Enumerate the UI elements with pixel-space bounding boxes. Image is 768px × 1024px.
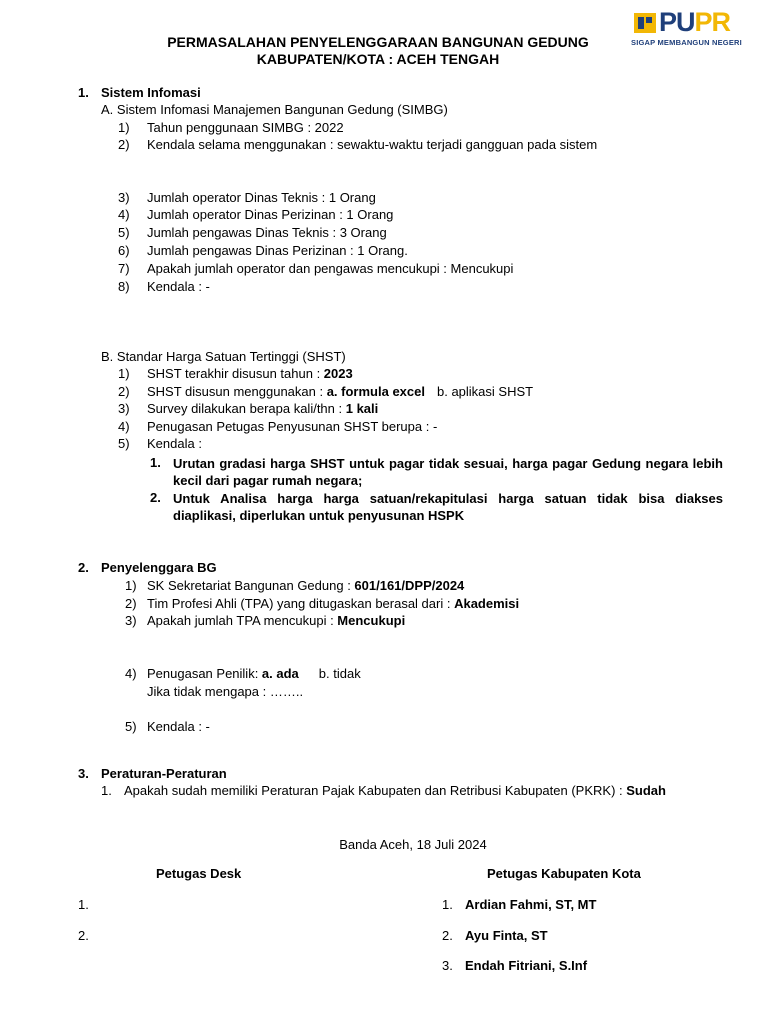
issue-text: Urutan gradasi harga SHST untuk pagar tidak sesuai, harga pagar Gedung negara lebih kecil dari pagar rumah negara;	[173, 456, 723, 488]
left-signatory-title: Petugas Desk	[156, 866, 242, 881]
issue-number: 1.	[150, 455, 161, 470]
list-item-number: 2)	[118, 384, 130, 399]
subsection-a-label: A. Sistem Infomasi Manajemen Bangunan Gedung (SIMBG)	[101, 102, 448, 117]
issue-text: Untuk Analisa harga harga satuan/rekapitulasi harga satuan tidak bisa diakses diaplikasi, diperlukan untuk penyusunan HSPK	[173, 491, 723, 523]
list-item-text: Survey dilakukan berapa kali/thn : 1 kali	[147, 401, 379, 416]
list-item-text: Jumlah pengawas Dinas Teknis : 3 Orang	[147, 225, 387, 240]
right-signatory-title: Petugas Kabupaten Kota	[487, 866, 641, 881]
right-signatory-name: Ardian Fahmi, ST, MT	[465, 897, 597, 912]
list-item-number: 8)	[118, 279, 130, 294]
list-item-subtext: Jika tidak mengapa : ……..	[147, 684, 304, 699]
left-signatory-slot: 2.	[78, 928, 89, 943]
section3-title: Peraturan-Peraturan	[101, 766, 227, 781]
list-item-number: 2)	[125, 596, 137, 611]
list-item-text: SK Sekretariat Bangunan Gedung : 601/161/DPP/2024	[147, 578, 465, 593]
list-item-text: Tahun penggunaan SIMBG : 2022	[147, 120, 344, 135]
list-item-text: Jumlah operator Dinas Perizinan : 1 Orang	[147, 207, 394, 222]
list-item-number: 1)	[118, 366, 130, 381]
list-item-text: Tim Profesi Ahli (TPA) yang ditugaskan berasal dari : Akademisi	[147, 596, 520, 611]
right-signatory-number: 1.	[442, 897, 453, 912]
list-item-text: Apakah jumlah TPA mencukupi : Mencukupi	[147, 613, 406, 628]
list-item-number: 1.	[101, 783, 112, 798]
document-title-line1: PERMASALAHAN PENYELENGGARAAN BANGUNAN GEDUNG	[167, 34, 589, 50]
list-item-number: 4)	[125, 666, 137, 681]
list-item-text: Kendala : -	[147, 279, 210, 294]
issue-number: 2.	[150, 490, 161, 505]
place-date: Banda Aceh, 18 Juli 2024	[339, 837, 487, 852]
list-item-text: Jumlah operator Dinas Teknis : 1 Orang	[147, 190, 376, 205]
list-item-text: Penugasan Penilik: a. ada b. tidak	[147, 666, 361, 681]
list-item-number: 6)	[118, 243, 130, 258]
section1-number: 1.	[78, 85, 89, 100]
list-item-text: SHST disusun menggunakan : a. formula excel b. aplikasi SHST	[147, 384, 534, 399]
list-item-number: 5)	[118, 225, 130, 240]
list-item-text: Jumlah pengawas Dinas Perizinan : 1 Orang.	[147, 243, 408, 258]
list-item-number: 7)	[118, 261, 130, 276]
list-item-text: Kendala :	[147, 436, 202, 451]
subsection-b-label: B. Standar Harga Satuan Tertinggi (SHST)	[101, 349, 346, 364]
list-item-number: 1)	[125, 578, 137, 593]
logo-wordmark: PUPR	[659, 7, 731, 37]
list-item-text: Penugasan Petugas Penyusunan SHST berupa : -	[147, 419, 438, 434]
list-item-number: 5)	[118, 436, 130, 451]
right-signatory-number: 3.	[442, 958, 453, 973]
section2-title: Penyelenggara BG	[101, 560, 217, 575]
document-title-line2: KABUPATEN/KOTA : ACEH TENGAH	[256, 51, 500, 67]
list-item-number: 3)	[125, 613, 137, 628]
pupr-emblem-icon	[634, 13, 656, 33]
list-item-text: SHST terakhir disusun tahun : 2023	[147, 366, 353, 381]
section3-number: 3.	[78, 766, 89, 781]
list-item-number: 5)	[125, 719, 137, 734]
right-signatory-name: Endah Fitriani, S.Inf	[465, 958, 588, 973]
section2-number: 2.	[78, 560, 89, 575]
left-signatory-slot: 1.	[78, 897, 89, 912]
logo-tagline: SIGAP MEMBANGUN NEGERI	[631, 38, 742, 47]
list-item-text: Kendala : -	[147, 719, 210, 734]
list-item-number: 3)	[118, 401, 130, 416]
right-signatory-name: Ayu Finta, ST	[465, 928, 548, 943]
list-item-number: 1)	[118, 120, 130, 135]
list-item-number: 3)	[118, 190, 130, 205]
section1-title: Sistem Infomasi	[101, 85, 201, 100]
list-item-text: Apakah sudah memiliki Peraturan Pajak Kabupaten dan Retribusi Kabupaten (PKRK) : Sudah	[124, 783, 666, 798]
pupr-logo	[629, 5, 755, 53]
list-item-number: 4)	[118, 419, 130, 434]
list-item-text: Apakah jumlah operator dan pengawas mencukupi : Mencukupi	[147, 261, 514, 276]
list-item-number: 4)	[118, 207, 130, 222]
list-item-number: 2)	[118, 137, 130, 152]
right-signatory-number: 2.	[442, 928, 453, 943]
list-item-text: Kendala selama menggunakan : sewaktu-waktu terjadi gangguan pada sistem	[147, 137, 598, 152]
